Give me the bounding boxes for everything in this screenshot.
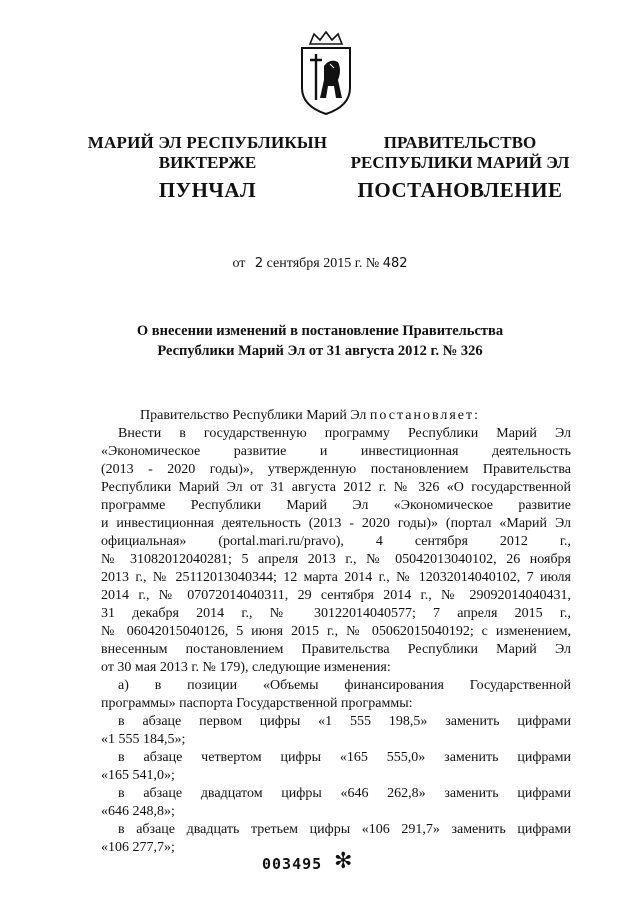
header-right-line2: РЕСПУБЛИКИ МАРИЙ ЭЛ bbox=[350, 153, 570, 172]
body-line: Внести в государственную программу Республики Марий Эл bbox=[118, 426, 571, 441]
document-title-line2: Республики Марий Эл от 31 августа 2012 г. № 326 bbox=[157, 343, 483, 359]
body-line: программы» паспорта Государственной программы: bbox=[101, 696, 413, 711]
coat-of-arms-emblem bbox=[296, 30, 356, 116]
date-day: 2 bbox=[254, 256, 264, 271]
body-line: «646 248,8»; bbox=[101, 804, 175, 819]
body-line: «165 541,0»; bbox=[101, 768, 175, 783]
body-line: от 30 мая 2013 г. № 179), следующие изменения: bbox=[101, 660, 391, 675]
opening-statement bbox=[140, 407, 478, 424]
body-line: «1 555 184,5»; bbox=[101, 732, 186, 747]
body-line: официальная» (portal.mari.ru/pravo), 4 сентября 2012 г., bbox=[101, 534, 571, 549]
body-line: а) в позиции «Объемы финансирования Государственной bbox=[118, 678, 571, 693]
asterisk-mark-icon: ✻ bbox=[334, 849, 353, 874]
body-line: внесенным постановлением Правительства Республики Марий Эл bbox=[101, 642, 571, 657]
header-left-title: ПУНЧАЛ bbox=[158, 178, 257, 202]
opening-start: Правительство Республики Марий Эл bbox=[140, 408, 370, 423]
header-left-line2: ВИКТЕРЖЕ bbox=[158, 153, 257, 172]
date-prefix: от bbox=[232, 256, 246, 271]
serial-number: 003495 bbox=[262, 855, 323, 873]
body-line: Республики Марий Эл от 31 августа 2012 г. № 326 «О государственной bbox=[101, 480, 571, 495]
body-line: «106 277,7»; bbox=[101, 840, 175, 855]
header-right-title: ПОСТАНОВЛЕНИЕ bbox=[357, 178, 563, 202]
body-line: в абзаце четвертом цифры «165 555,0» заменить цифрами bbox=[118, 750, 571, 765]
date-month-year: сентября 2015 г. № bbox=[266, 256, 380, 271]
header-left-line1: МАРИЙ ЭЛ РЕСПУБЛИКЫН bbox=[87, 133, 328, 152]
body-line: № 31082012040281; 5 апреля 2013 г., № 05042013040102, 26 ноября bbox=[101, 552, 571, 567]
body-line: № 06042015040126, 5 июня 2015 г., № 05062015040192; с изменением, bbox=[101, 624, 571, 639]
body-line: в абзаце двадцать третьем цифры «106 291,7» заменить цифрами bbox=[118, 822, 571, 837]
body-line: 2014 г., № 07072014040311, 29 сентября 2014 г., № 29092014040431, bbox=[101, 588, 571, 603]
body-line: в абзаце двадцатом цифры «646 262,8» заменить цифрами bbox=[118, 786, 571, 801]
body-line: и инвестиционная деятельность (2013 - 2020 годы)» (портал «Марий Эл bbox=[101, 516, 571, 531]
body-line: в абзаце первом цифры «1 555 198,5» заменить цифрами bbox=[118, 714, 571, 729]
opening-colon: : bbox=[474, 408, 479, 423]
body-line: 31 декабря 2014 г., № 30122014040577; 7 апреля 2015 г., bbox=[101, 606, 571, 621]
body-line: 2013 г., № 25112013040344; 12 марта 2014 г., № 12032014040102, 7 июля bbox=[101, 570, 571, 585]
body-line: «Экономическое развитие и инвестиционная деятельность bbox=[101, 444, 571, 459]
body-line: программе Республики Марий Эл «Экономическое развитие bbox=[101, 498, 571, 513]
opening-spaced-word: постановляет bbox=[369, 408, 475, 423]
document-number: 482 bbox=[382, 256, 408, 271]
document-title-line1: О внесении изменений в постановление Правительства bbox=[136, 323, 504, 339]
header-right-line1: ПРАВИТЕЛЬСТВО bbox=[383, 133, 537, 152]
document-date-line bbox=[0, 256, 640, 272]
body-line: (2013 - 2020 годы)», утвержденную постановлением Правительства bbox=[101, 462, 571, 477]
